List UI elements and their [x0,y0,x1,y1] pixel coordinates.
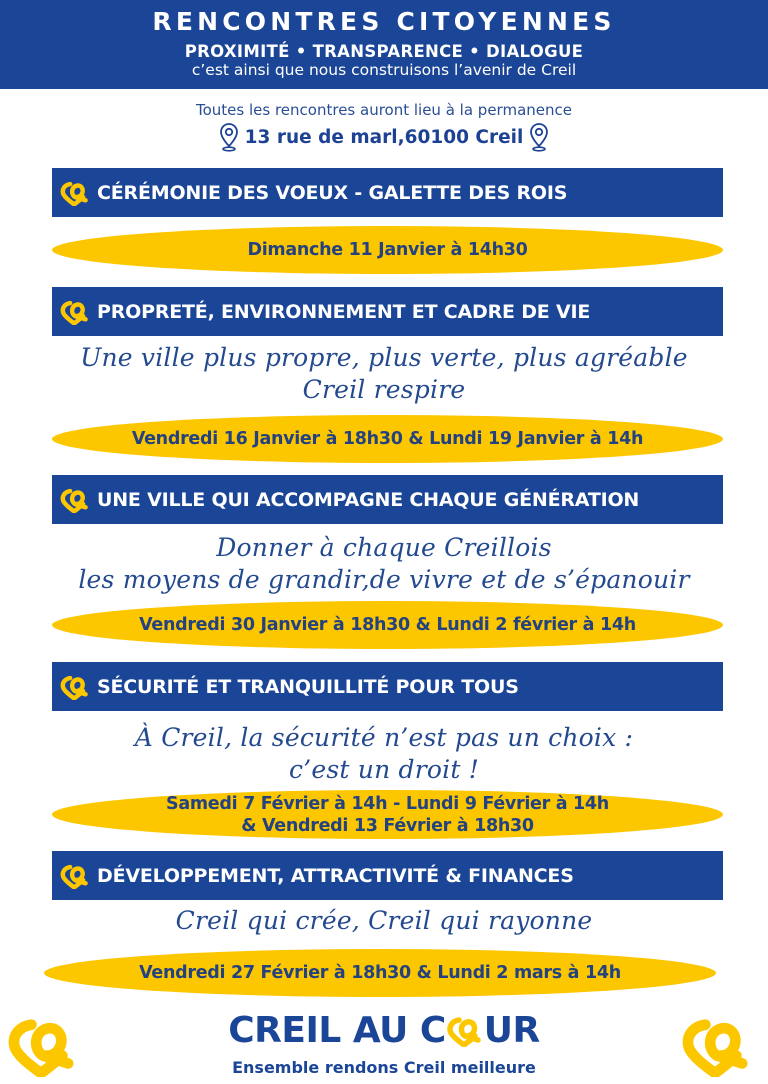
tagline-line: c’est un droit ! [289,755,479,784]
section-title: SÉCURITÉ ET TRANQUILLITÉ POUR TOUS [97,675,519,698]
brand-text-part2: UR [483,1010,540,1051]
section-banner-ceremony [52,168,723,217]
date-pill [52,415,723,463]
heart-logo-icon [57,674,93,700]
motto-line: c’est ainsi que nous construisons l’avenir de Creil [191,61,577,79]
brand-slogan: Ensemble rendons Creil meilleure [232,1058,536,1077]
section-banner-generation [52,475,723,524]
section-title: UNE VILLE QUI ACCOMPAGNE CHAQUE GÉNÉRATION [97,488,640,511]
tagline-line: Donner à chaque Creillois [216,533,552,562]
tagline-line: Creil respire [302,375,466,404]
heart-logo-icon [57,863,93,889]
page-title: RENCONTRES CITOYENNES [152,7,616,36]
header-band [0,0,768,89]
venue-address [0,122,768,152]
tagline-line: À Creil, la sécurité n’est pas un choix : [134,723,634,752]
section-tagline [0,532,768,596]
date-pill [52,790,723,839]
heart-logo-icon [57,487,93,513]
section-title: DÉVELOPPEMENT, ATTRACTIVITÉ & FINANCES [97,864,574,887]
tagline-line: Une ville plus propre, plus verte, plus agréable [80,343,688,372]
date-pill [44,949,716,997]
section-banner-securite [52,662,723,711]
brand-text-part1: CREIL AU C [228,1010,446,1051]
section-banner-proprete [52,287,723,336]
heart-logo-icon [445,1015,485,1047]
heart-logo-icon [57,180,93,206]
brand-wordmark [0,1010,768,1051]
section-tagline [0,722,768,786]
date-pill [52,601,723,649]
section-title: PROPRETÉ, ENVIRONNEMENT ET CADRE DE VIE [97,300,591,323]
date-pill [52,226,723,274]
section-title: CÉRÉMONIE DES VOEUX - GALETTE DES ROIS [97,181,568,204]
date-line: Vendredi 16 Janvier à 18h30 & Lundi 19 Janvier à 14h [131,429,644,449]
address-text: 13 rue de marl,60100 Creil [244,126,524,148]
section-tagline [0,905,768,937]
date-line: Vendredi 27 Février à 18h30 & Lundi 2 mars à 14h [139,963,621,983]
date-line: Samedi 7 Février à 14h - Lundi 9 Février à 14h [166,793,609,814]
map-pin-icon [529,122,549,152]
venue-intro: Toutes les rencontres auront lieu à la permanence [196,101,572,119]
date-line: Dimanche 11 Janvier à 14h30 [247,240,528,260]
date-line: & Vendredi 13 Février à 18h30 [241,815,534,836]
map-pin-icon [219,122,239,152]
section-tagline [0,342,768,406]
date-line: Vendredi 30 Janvier à 18h30 & Lundi 2 février à 14h [139,615,636,635]
section-banner-developpement [52,851,723,900]
tagline-line: les moyens de grandir,de vivre et de s’épanouir [78,565,690,594]
heart-logo-icon [57,299,93,325]
values-line: PROXIMITÉ • TRANSPARENCE • DIALOGUE [184,42,584,61]
tagline-line: Creil qui crée, Creil qui rayonne [175,906,593,935]
